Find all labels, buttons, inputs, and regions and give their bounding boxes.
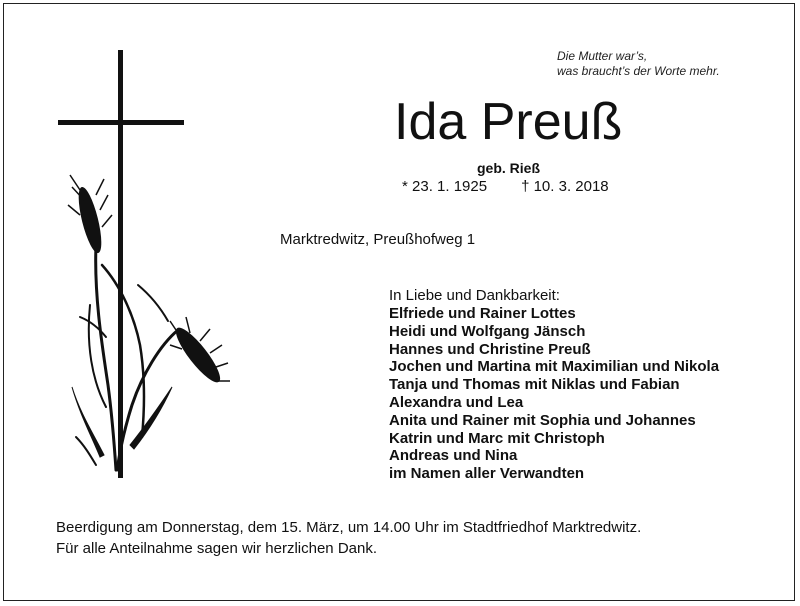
mourner-line: Jochen und Martina mit Maximilian und Nikola <box>389 358 720 376</box>
mourners-intro: In Liebe und Dankbarkeit: <box>389 287 560 304</box>
footer <box>56 517 641 559</box>
funeral-info: Beerdigung am Donnerstag, dem 15. März, um 14.00 Uhr im Stadtfriedhof Marktredwitz. <box>56 519 642 536</box>
life-dates <box>402 178 609 195</box>
deceased-name: Ida Preuß <box>394 93 623 151</box>
birth-date: * 23. 1. 1925 <box>402 178 488 195</box>
wheat-icon <box>72 245 178 470</box>
wheat-ear-right-icon <box>170 317 230 387</box>
mourner-line: Andreas und Nina <box>389 447 518 465</box>
mourner-line: Tanja und Thomas mit Niklas und Fabian <box>389 376 680 394</box>
quote-line-1: Die Mutter war’s, <box>557 49 648 63</box>
thanks-line: Für alle Anteilnahme sagen wir herzlichen Dank. <box>56 540 377 557</box>
death-date: † 10. 3. 2018 <box>521 178 609 195</box>
mourners-list <box>389 305 719 483</box>
mourner-line: Alexandra und Lea <box>389 393 524 411</box>
quote-line-2: was braucht’s der Worte mehr. <box>557 64 720 78</box>
quote <box>557 49 720 79</box>
address: Marktredwitz, Preußhofweg 1 <box>280 231 476 248</box>
cross-wheat-emblem <box>50 45 250 485</box>
maiden-name: geb. Rieß <box>477 160 541 176</box>
mourner-line: Elfriede und Rainer Lottes <box>389 305 576 322</box>
cross-icon <box>58 50 184 478</box>
mourner-line: Heidi und Wolfgang Jänsch <box>389 322 586 340</box>
wheat-ear-left-icon <box>68 175 112 255</box>
mourner-line: Anita und Rainer mit Sophia und Johannes <box>389 411 696 429</box>
mourner-line: im Namen aller Verwandten <box>389 465 585 483</box>
mourner-line: Katrin und Marc mit Christoph <box>389 429 605 447</box>
mourner-line: Hannes und Christine Preuß <box>389 340 591 358</box>
